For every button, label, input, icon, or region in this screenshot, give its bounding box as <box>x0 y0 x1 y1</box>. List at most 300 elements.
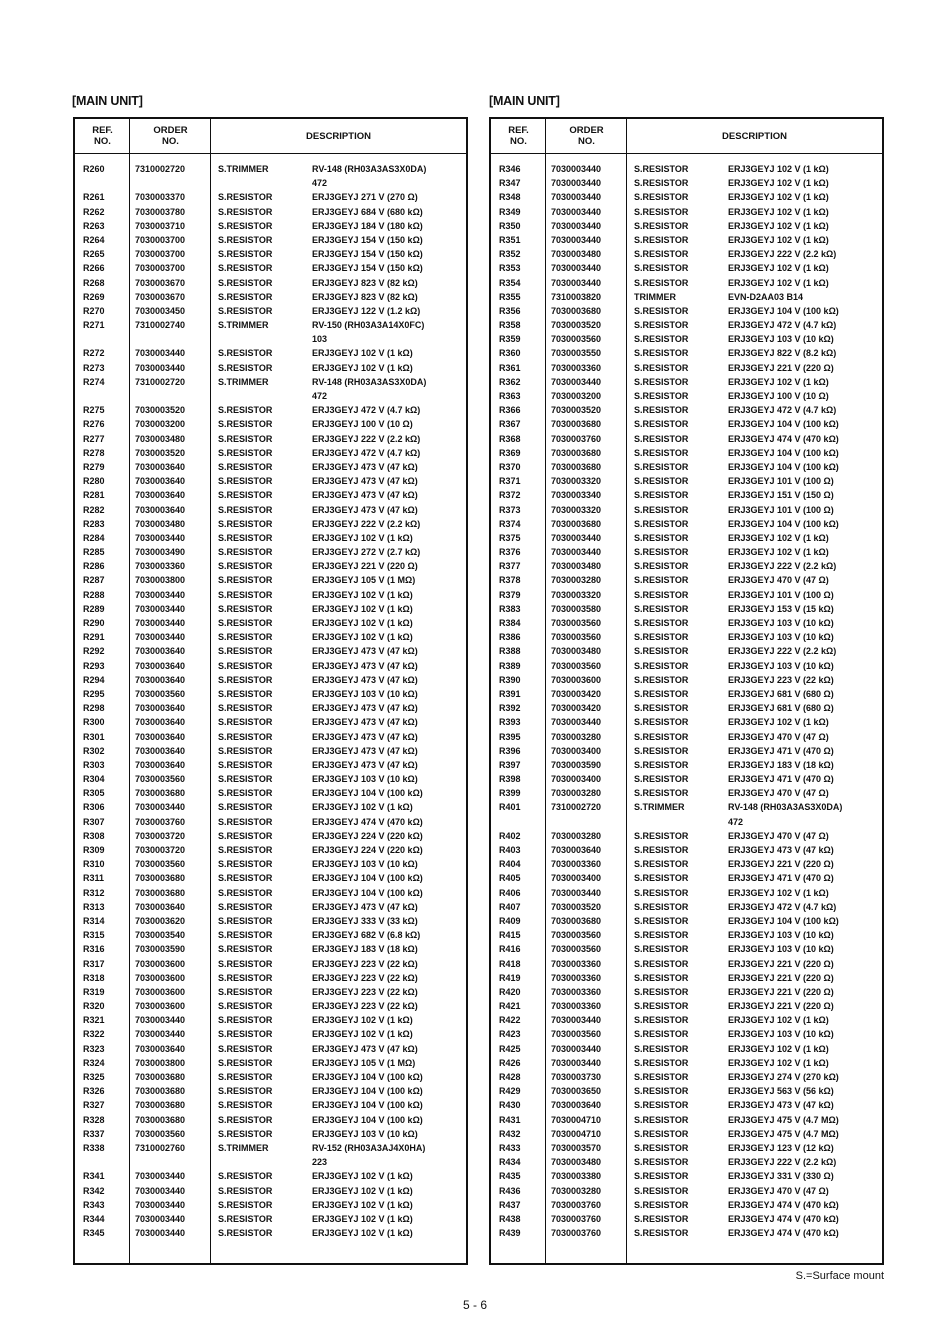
cell-order-no: 7030003590 <box>135 944 186 955</box>
cell-type: S.RESISTOR <box>634 873 689 884</box>
cell-order-no: 7310002740 <box>135 320 186 331</box>
cell-type: S.RESISTOR <box>218 192 273 203</box>
cell-type: S.RESISTOR <box>218 575 273 586</box>
table-row <box>75 800 466 814</box>
cell-order-no: 7030003440 <box>551 277 602 288</box>
cell-order-no: 7030003700 <box>135 263 186 274</box>
cell-part-number: ERJ3GEYJ 104 V (100 kΩ) <box>728 461 839 472</box>
cell-part-number: ERJ3GEYJ 223 V (22 kΩ) <box>312 972 418 983</box>
cell-type: S.RESISTOR <box>218 986 273 997</box>
header-order-no: ORDER NO. <box>569 125 604 147</box>
cell-order-no: 7030003320 <box>551 476 602 487</box>
cell-ref-no: R433 <box>499 1142 521 1153</box>
cell-ref-no: R338 <box>83 1142 105 1153</box>
cell-order-no: 7030003560 <box>551 618 602 628</box>
cell-ref-no: R352 <box>499 249 521 260</box>
cell-type: S.RESISTOR <box>634 1114 689 1125</box>
table-row <box>491 1084 882 1098</box>
table-row <box>491 957 882 971</box>
cell-ref-no: R309 <box>83 845 105 855</box>
cell-type: S.RESISTOR <box>634 305 689 316</box>
cell-part-number: ERJ3GEYJ 221 V (220 Ω) <box>728 986 834 997</box>
table-row <box>75 730 466 744</box>
cell-part-number: ERJ3GEYJ 272 V (2.7 kΩ) <box>312 547 421 558</box>
table-row <box>491 233 882 247</box>
left-table-header <box>75 119 466 154</box>
cell-ref-no: R361 <box>499 362 521 373</box>
cell-order-no: 7030003440 <box>135 589 186 600</box>
cell-ref-no: R372 <box>499 490 521 501</box>
cell-type: S.RESISTOR <box>218 518 273 529</box>
cell-order-no: 7030003280 <box>551 731 602 742</box>
cell-type: S.RESISTOR <box>634 674 689 685</box>
table-row <box>75 290 466 304</box>
cell-order-no: 7030003440 <box>551 532 602 543</box>
table-row <box>491 389 882 403</box>
cell-ref-no: R423 <box>499 1029 521 1040</box>
cell-ref-no: R269 <box>83 291 105 302</box>
cell-part-number: ERJ3GEYJ 102 V (1 kΩ) <box>312 1199 413 1210</box>
cell-type: S.TRIMMER <box>218 320 269 331</box>
table-row <box>75 304 466 318</box>
cell-type: S.RESISTOR <box>218 618 273 628</box>
cell-ref-no: R270 <box>83 305 105 316</box>
cell-part-number: ERJ3GEYJ 474 V (470 kΩ) <box>728 1213 839 1224</box>
cell-type: S.RESISTOR <box>634 1043 689 1054</box>
table-row <box>75 744 466 758</box>
cell-type: S.RESISTOR <box>218 447 273 458</box>
cell-order-no: 7030003680 <box>551 518 602 529</box>
cell-order-no: 7030003280 <box>551 1185 602 1196</box>
table-row <box>491 829 882 843</box>
cell-type: S.RESISTOR <box>218 220 273 231</box>
right-section-title: [MAIN UNIT] <box>489 94 560 108</box>
cell-type: S.TRIMMER <box>218 376 269 387</box>
cell-ref-no: R363 <box>499 391 521 401</box>
cell-order-no: 7030003380 <box>551 1171 602 1182</box>
cell-order-no: 7030003200 <box>551 391 602 401</box>
cell-ref-no: R319 <box>83 986 105 997</box>
cell-ref-no: R438 <box>499 1213 521 1224</box>
table-row <box>491 1027 882 1041</box>
left-table-body <box>75 162 466 1240</box>
cell-part-number: ERJ3GEYJ 684 V (680 kΩ) <box>312 206 423 217</box>
cell-order-no: 7030003440 <box>551 887 602 898</box>
table-row <box>75 715 466 729</box>
cell-ref-no: R379 <box>499 589 521 600</box>
cell-order-no: 7030003580 <box>551 603 602 614</box>
cell-ref-no: R389 <box>499 660 521 671</box>
cell-ref-no: R286 <box>83 561 105 572</box>
cell-part-number: ERJ3GEYJ 473 V (47 kΩ) <box>312 901 418 912</box>
cell-order-no: 7030003480 <box>551 249 602 260</box>
cell-order-no: 7030003200 <box>135 419 186 430</box>
cell-ref-no: R439 <box>499 1228 521 1239</box>
cell-type: S.RESISTOR <box>634 192 689 203</box>
cell-ref-no: R419 <box>499 972 521 983</box>
table-row <box>75 687 466 701</box>
cell-ref-no: R322 <box>83 1029 105 1040</box>
cell-type: S.RESISTOR <box>218 1228 273 1239</box>
cell-ref-no: R285 <box>83 547 105 558</box>
cell-type: S.RESISTOR <box>218 774 273 785</box>
cell-order-no: 7030003370 <box>135 192 186 203</box>
table-row <box>491 1184 882 1198</box>
cell-ref-no: R328 <box>83 1114 105 1125</box>
cell-type: S.RESISTOR <box>634 717 689 728</box>
cell-type: S.RESISTOR <box>634 901 689 912</box>
table-row <box>491 361 882 375</box>
cell-order-no: 7030003560 <box>135 688 186 699</box>
table-row <box>491 1141 882 1155</box>
cell-part-number: ERJ3GEYJ 682 V (6.8 kΩ) <box>312 930 421 941</box>
cell-part-number: ERJ3GEYJ 102 V (1 kΩ) <box>312 1185 413 1196</box>
cell-ref-no: R395 <box>499 731 521 742</box>
cell-order-no: 7030003600 <box>551 674 602 685</box>
table-row <box>491 290 882 304</box>
cell-order-no: 7030003520 <box>551 405 602 416</box>
cell-type: S.RESISTOR <box>218 688 273 699</box>
cell-type: S.RESISTOR <box>634 405 689 416</box>
cell-ref-no: R295 <box>83 688 105 699</box>
table-row <box>491 758 882 772</box>
cell-ref-no: R425 <box>499 1043 521 1054</box>
cell-type: S.RESISTOR <box>218 745 273 756</box>
table-row <box>75 786 466 800</box>
table-row <box>75 1042 466 1056</box>
cell-type: S.RESISTOR <box>218 1015 273 1026</box>
cell-ref-no: R272 <box>83 348 105 359</box>
table-row <box>75 886 466 900</box>
cell-order-no: 7030003480 <box>551 561 602 572</box>
cell-ref-no: R401 <box>499 802 521 813</box>
cell-type: S.RESISTOR <box>634 972 689 983</box>
cell-order-no: 7030003640 <box>135 476 186 487</box>
cell-type: S.RESISTOR <box>634 1001 689 1012</box>
cell-order-no: 7030003440 <box>135 1171 186 1182</box>
cell-order-no: 7030003440 <box>135 1213 186 1224</box>
cell-type: S.RESISTOR <box>634 1015 689 1026</box>
cell-ref-no: R391 <box>499 688 521 699</box>
cell-order-no: 7030003440 <box>551 263 602 274</box>
cell-part-number: ERJ3GEYJ 102 V (1 kΩ) <box>312 632 413 643</box>
table-row <box>491 176 882 190</box>
cell-ref-no: R378 <box>499 575 521 586</box>
table-row <box>75 971 466 985</box>
cell-part-number: RV-152 (RH03A3AJ4X0HA) <box>312 1142 426 1153</box>
cell-order-no: 7030003440 <box>135 348 186 359</box>
cell-part-number: ERJ3GEYJ 102 V (1 kΩ) <box>312 603 413 614</box>
table-row <box>75 588 466 602</box>
footnote: S.=Surface mount <box>795 1270 884 1282</box>
cell-part-number: ERJ3GEYJ 472 V (4.7 kΩ) <box>728 320 837 331</box>
table-row <box>491 630 882 644</box>
cell-part-number: ERJ3GEYJ 102 V (1 kΩ) <box>312 1228 413 1239</box>
cell-ref-no: R398 <box>499 774 521 785</box>
table-row <box>75 1184 466 1198</box>
cell-order-no: 7030003720 <box>135 845 186 855</box>
cell-order-no: 7030003420 <box>551 703 602 714</box>
cell-part-number: ERJ3GEYJ 104 V (100 kΩ) <box>312 1100 423 1111</box>
cell-part-number: ERJ3GEYJ 473 V (47 kΩ) <box>312 646 418 657</box>
cell-ref-no: R291 <box>83 632 105 643</box>
cell-ref-no: R274 <box>83 376 105 387</box>
cell-order-no: 7030003400 <box>551 745 602 756</box>
cell-part-number: ERJ3GEYJ 223 V (22 kΩ) <box>312 986 418 997</box>
cell-type: S.RESISTOR <box>218 1114 273 1125</box>
cell-order-no: 7030003440 <box>551 192 602 203</box>
cell-order-no: 7030003450 <box>135 305 186 316</box>
cell-order-no: 7030003440 <box>135 1228 186 1239</box>
cell-order-no: 7030003440 <box>135 632 186 643</box>
cell-type: S.RESISTOR <box>634 660 689 671</box>
cell-part-number: ERJ3GEYJ 104 V (100 kΩ) <box>312 873 423 884</box>
cell-part-number: ERJ3GEYJ 473 V (47 kΩ) <box>312 1043 418 1054</box>
cell-part-number: ERJ3GEYJ 102 V (1 kΩ) <box>728 234 829 245</box>
cell-ref-no: R373 <box>499 504 521 515</box>
cell-ref-no: R343 <box>83 1199 105 1210</box>
cell-order-no: 7030003760 <box>551 1199 602 1210</box>
cell-part-number: 472 <box>312 391 328 401</box>
cell-order-no: 7030003800 <box>135 575 186 586</box>
table-row <box>75 602 466 616</box>
table-row <box>75 1155 466 1169</box>
cell-type: TRIMMER <box>634 291 676 302</box>
cell-part-number: ERJ3GEYJ 102 V (1 kΩ) <box>728 547 829 558</box>
cell-ref-no: R315 <box>83 930 105 941</box>
cell-part-number: ERJ3GEYJ 102 V (1 kΩ) <box>728 1043 829 1054</box>
table-row <box>491 701 882 715</box>
cell-part-number: ERJ3GEYJ 102 V (1 kΩ) <box>312 348 413 359</box>
table-row <box>75 999 466 1013</box>
cell-part-number: ERJ3GEYJ 102 V (1 kΩ) <box>728 887 829 898</box>
cell-order-no: 7030003640 <box>135 717 186 728</box>
cell-type: S.RESISTOR <box>218 802 273 813</box>
table-row <box>75 432 466 446</box>
cell-ref-no: R327 <box>83 1100 105 1111</box>
table-row <box>75 417 466 431</box>
cell-ref-no: R371 <box>499 476 521 487</box>
cell-order-no: 7030003700 <box>135 234 186 245</box>
cell-ref-no: R399 <box>499 788 521 799</box>
table-row <box>75 1226 466 1240</box>
right-table-body <box>491 162 882 1240</box>
cell-part-number: ERJ3GEYJ 470 V (47 Ω) <box>728 1185 829 1196</box>
cell-part-number: ERJ3GEYJ 102 V (1 kΩ) <box>728 263 829 274</box>
cell-order-no: 7030003440 <box>135 603 186 614</box>
cell-type: S.RESISTOR <box>218 263 273 274</box>
cell-order-no: 7030003560 <box>135 774 186 785</box>
cell-ref-no: R283 <box>83 518 105 529</box>
cell-part-number: RV-148 (RH03A3AS3X0DA) <box>728 802 843 813</box>
cell-ref-no: R397 <box>499 759 521 770</box>
cell-order-no: 7030003640 <box>135 461 186 472</box>
table-row <box>491 332 882 346</box>
table-row <box>75 503 466 517</box>
cell-type: S.RESISTOR <box>634 688 689 699</box>
cell-order-no: 7030003760 <box>135 816 186 827</box>
cell-part-number: ERJ3GEYJ 100 V (10 Ω) <box>728 391 829 401</box>
table-row <box>75 914 466 928</box>
cell-type: S.TRIMMER <box>218 1142 269 1153</box>
cell-type: S.RESISTOR <box>218 532 273 543</box>
cell-type: S.RESISTOR <box>218 873 273 884</box>
cell-type: S.RESISTOR <box>218 1057 273 1068</box>
table-row <box>75 673 466 687</box>
cell-ref-no: R435 <box>499 1171 521 1182</box>
cell-type: S.RESISTOR <box>634 561 689 572</box>
cell-ref-no: R280 <box>83 476 105 487</box>
cell-ref-no: R312 <box>83 887 105 898</box>
table-row <box>491 730 882 744</box>
cell-order-no: 7030003640 <box>135 1043 186 1054</box>
cell-part-number: ERJ3GEYJ 102 V (1 kΩ) <box>728 376 829 387</box>
cell-type: S.RESISTOR <box>634 646 689 657</box>
cell-type: S.RESISTOR <box>218 362 273 373</box>
cell-ref-no: R349 <box>499 206 521 217</box>
cell-part-number: ERJ3GEYJ 823 V (82 kΩ) <box>312 291 418 302</box>
table-row <box>75 616 466 630</box>
cell-type: S.RESISTOR <box>218 1199 273 1210</box>
cell-order-no: 7030003560 <box>551 930 602 941</box>
cell-part-number: ERJ3GEYJ 470 V (47 Ω) <box>728 788 829 799</box>
cell-type: S.RESISTOR <box>634 334 689 345</box>
cell-order-no: 7030003280 <box>551 788 602 799</box>
cell-type: S.RESISTOR <box>218 561 273 572</box>
cell-type: S.RESISTOR <box>218 859 273 870</box>
cell-ref-no: R392 <box>499 703 521 714</box>
cell-type: S.RESISTOR <box>634 1171 689 1182</box>
cell-type: S.RESISTOR <box>634 1185 689 1196</box>
table-row <box>75 403 466 417</box>
cell-order-no: 7030003640 <box>135 731 186 742</box>
cell-order-no: 7030003590 <box>551 759 602 770</box>
cell-type: S.RESISTOR <box>634 986 689 997</box>
table-row <box>75 871 466 885</box>
cell-type: S.RESISTOR <box>218 944 273 955</box>
table-row <box>75 531 466 545</box>
cell-ref-no: R360 <box>499 348 521 359</box>
cell-ref-no: R301 <box>83 731 105 742</box>
cell-part-number: ERJ3GEYJ 274 V (270 kΩ) <box>728 1072 839 1082</box>
cell-part-number: ERJ3GEYJ 104 V (100 kΩ) <box>728 915 839 926</box>
table-row <box>491 786 882 800</box>
table-row <box>491 1113 882 1127</box>
cell-order-no: 7030003480 <box>135 433 186 444</box>
cell-type: S.RESISTOR <box>634 1086 689 1097</box>
cell-order-no: 7030003640 <box>551 1100 602 1111</box>
table-row <box>75 1198 466 1212</box>
table-row <box>491 1098 882 1112</box>
cell-ref-no: R415 <box>499 930 521 941</box>
cell-type: S.RESISTOR <box>218 660 273 671</box>
table-row <box>75 176 466 190</box>
cell-part-number: ERJ3GEYJ 102 V (1 kΩ) <box>728 532 829 543</box>
cell-part-number: ERJ3GEYJ 103 V (10 kΩ) <box>728 660 834 671</box>
cell-part-number: ERJ3GEYJ 154 V (150 kΩ) <box>312 263 423 274</box>
cell-type: S.RESISTOR <box>634 887 689 898</box>
header-description: DESCRIPTION <box>306 130 371 142</box>
cell-type: S.RESISTOR <box>634 958 689 969</box>
table-row <box>75 318 466 332</box>
cell-type: S.RESISTOR <box>634 745 689 756</box>
table-row <box>75 1212 466 1226</box>
cell-part-number: ERJ3GEYJ 104 V (100 kΩ) <box>728 447 839 458</box>
cell-order-no: 7030003420 <box>551 688 602 699</box>
cell-type: S.RESISTOR <box>634 788 689 799</box>
table-row <box>491 914 882 928</box>
cell-part-number: ERJ3GEYJ 102 V (1 kΩ) <box>728 192 829 203</box>
cell-type: S.RESISTOR <box>634 234 689 245</box>
cell-ref-no: R358 <box>499 320 521 331</box>
table-row <box>75 559 466 573</box>
table-row <box>75 474 466 488</box>
cell-type: S.RESISTOR <box>218 646 273 657</box>
cell-part-number: ERJ3GEYJ 221 V (220 Ω) <box>728 1001 834 1012</box>
cell-order-no: 7030003440 <box>551 220 602 231</box>
cell-part-number: ERJ3GEYJ 474 V (470 kΩ) <box>728 433 839 444</box>
cell-ref-no: R351 <box>499 234 521 245</box>
cell-order-no: 7030003560 <box>135 1128 186 1139</box>
cell-part-number: ERJ3GEYJ 103 V (10 kΩ) <box>728 334 834 345</box>
cell-order-no: 7030003440 <box>551 164 602 174</box>
cell-type: S.RESISTOR <box>218 717 273 728</box>
cell-part-number: ERJ3GEYJ 102 V (1 kΩ) <box>728 206 829 217</box>
cell-part-number: RV-150 (RH03A3A14X0FC) <box>312 320 425 331</box>
cell-type: S.RESISTOR <box>218 419 273 430</box>
cell-type: S.RESISTOR <box>634 249 689 260</box>
cell-order-no: 7030003640 <box>135 759 186 770</box>
cell-type: S.RESISTOR <box>218 930 273 941</box>
cell-ref-no: R287 <box>83 575 105 586</box>
table-row <box>491 503 882 517</box>
cell-part-number: ERJ3GEYJ 472 V (4.7 kΩ) <box>312 405 421 416</box>
cell-ref-no: R407 <box>499 901 521 912</box>
cell-part-number: ERJ3GEYJ 102 V (1 kΩ) <box>728 1015 829 1026</box>
cell-ref-no: R434 <box>499 1157 521 1168</box>
cell-type: S.RESISTOR <box>634 1157 689 1168</box>
cell-ref-no: R266 <box>83 263 105 274</box>
table-row <box>75 928 466 942</box>
cell-ref-no: R436 <box>499 1185 521 1196</box>
cell-part-number: ERJ3GEYJ 331 V (330 Ω) <box>728 1171 834 1182</box>
table-row <box>75 162 466 176</box>
cell-ref-no: R354 <box>499 277 521 288</box>
cell-order-no: 7030003680 <box>551 915 602 926</box>
table-row <box>491 446 882 460</box>
cell-order-no: 7030003520 <box>551 901 602 912</box>
cell-ref-no: R290 <box>83 618 105 628</box>
cell-type: S.RESISTOR <box>218 788 273 799</box>
cell-ref-no: R281 <box>83 490 105 501</box>
cell-ref-no: R307 <box>83 816 105 827</box>
table-row <box>491 886 882 900</box>
cell-order-no: 7030003680 <box>551 305 602 316</box>
cell-order-no: 7030003440 <box>135 1199 186 1210</box>
table-row <box>491 871 882 885</box>
cell-type: S.RESISTOR <box>634 915 689 926</box>
cell-type: S.RESISTOR <box>218 206 273 217</box>
cell-type: S.RESISTOR <box>218 234 273 245</box>
cell-type: S.RESISTOR <box>634 618 689 628</box>
table-row <box>491 744 882 758</box>
cell-type: S.RESISTOR <box>218 1128 273 1139</box>
cell-part-number: ERJ3GEYJ 822 V (8.2 kΩ) <box>728 348 837 359</box>
cell-part-number: ERJ3GEYJ 102 V (1 kΩ) <box>312 1015 413 1026</box>
cell-order-no: 7030003520 <box>135 447 186 458</box>
cell-type: S.RESISTOR <box>634 944 689 955</box>
cell-order-no: 7030003730 <box>551 1072 602 1082</box>
